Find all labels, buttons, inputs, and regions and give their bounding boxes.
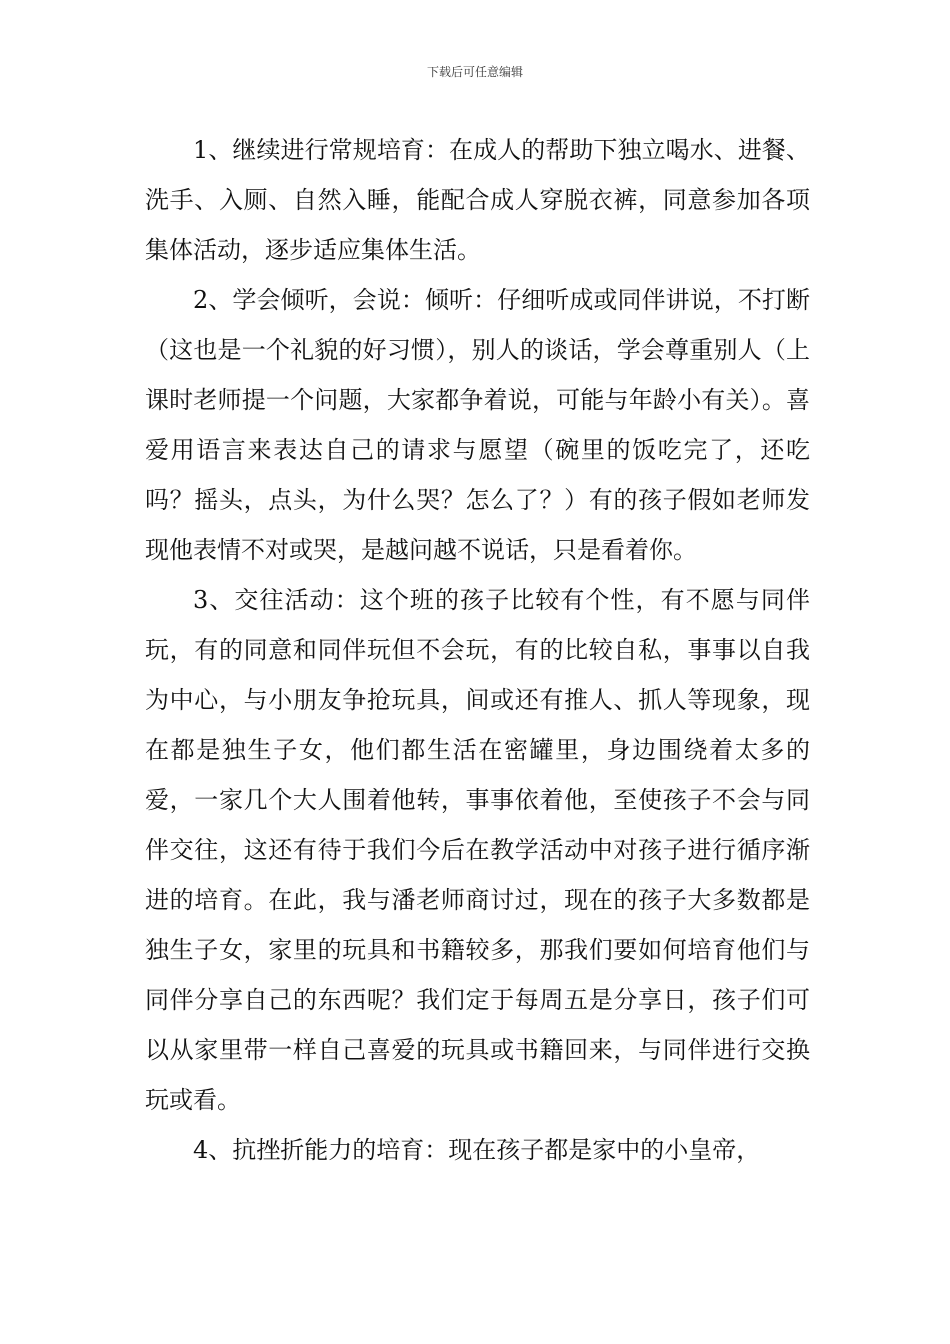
document-body — [145, 125, 810, 1175]
page-header: 下载后可任意编辑 — [426, 65, 523, 79]
paragraph-3: 3、交往活动：这个班的孩子比较有个性，有不愿与同伴玩，有的同意和同伴玩但不会玩，有的比较自私，事事以自我为中心，与小朋友争抢玩具，间或还有推人、抓人等现象，现在都是独生子女，他们都生活在密罐里，身边围绕着太多的爱，一家几个大人围着他转，事事依着他，至使孩子不会与同伴交往，这还有待于我们今后在教学活动中对孩子进行循序渐进的培育。在此，我与潘老师商讨过，现在的孩子大多数都是独生子女，家里的玩具和书籍较多，那我们要如何培育他们与同伴分享自己的东西呢？我们定于每周五是分享日，孩子们可以从家里带一样自己喜爱的玩具或书籍回来，与同伴进行交换玩或看。 — [145, 586, 810, 1114]
paragraph-1: 1、继续进行常规培育：在成人的帮助下独立喝水、进餐、洗手、入厕、自然入睡，能配合成人穿脱衣裤，同意参加各项集体活动，逐步适应集体生活。 — [145, 136, 810, 264]
paragraph-4: 4、抗挫折能力的培育：现在孩子都是家中的小皇帝， — [193, 1136, 761, 1164]
paragraph-2: 2、学会倾听，会说：倾听：仔细听成或同伴讲说，不打断（这也是一个礼貌的好习惯），别人的谈话，学会尊重别人（上课时老师提一个问题，大家都争着说，可能与年龄小有关）。喜爱用语言来表达自己的请求与愿望（碗里的饭吃完了，还吃吗？摇头，点头，为什么哭？怎么了？）有的孩子假如老师发现他表情不对或哭，是越问越不说话，只是看着你。 — [145, 286, 810, 564]
